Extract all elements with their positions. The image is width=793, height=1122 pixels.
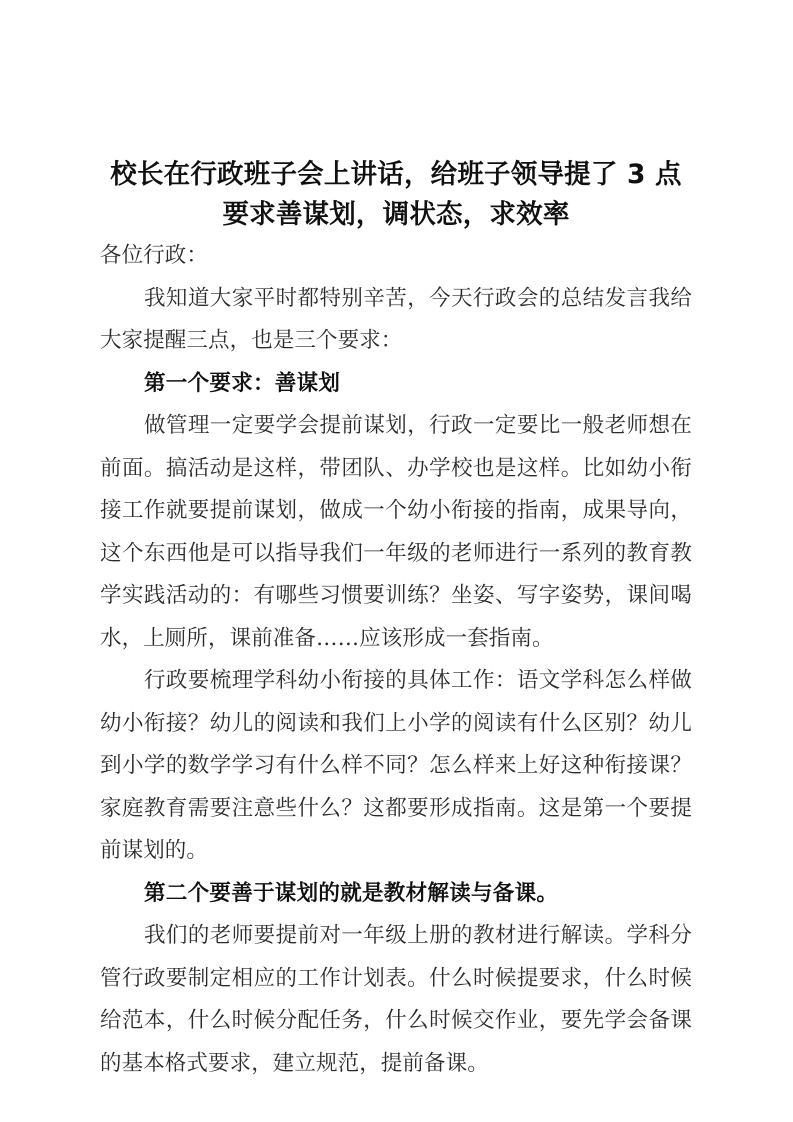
page-title: 校长在行政班子会上讲话，给班子领导提了 3 点要求善谋划，调状态，求效率 [110,159,682,230]
heading-requirement-2: 第二个要善于谋划的就是教材解读与备课。 [144,880,559,906]
paragraph-intro: 我知道大家平时都特别辛苦，今天行政会的总结发言我给大家提醒三点，也是三个要求： [100,285,692,353]
document-body [100,0,692,1085]
salutation: 各位行政： [100,243,209,268]
paragraph-requirement-2-body-1: 我们的老师要提前对一年级上册的教材进行解读。学科分管行政要制定相应的工作计划表。什么时候提要求，什么时候给范本，什么时候分配任务，什么时候交作业，要先学会备课的基本格式要求，建立规范，提前备课。 [100,923,692,1076]
heading-requirement-1: 第一个要求：善谋划 [144,370,341,396]
paragraph-requirement-1-body-2: 行政要梳理学科幼小衔接的具体工作：语文学科怎么样做幼小衔接？幼儿的阅读和我们上小学的阅读有什么区别？幼儿到小学的数学学习有什么样不同？怎么样来上好这种衔接课？家庭教育需要注意些什么？这都要形成指南。这是第一个要提前谋划的。 [100,668,692,863]
paragraph-requirement-1-body-1: 做管理一定要学会提前谋划，行政一定要比一般老师想在前面。搞活动是这样，带团队、办学校也是这样。比如幼小衔接工作就要提前谋划，做成一个幼小衔接的指南，成果导向，这个东西他是可以指导我们一年级的老师进行一系列的教育教学实践活动的：有哪些习惯要训练？坐姿、写字姿势，课间喝水，上厕所，课前准备……应该形成一套指南。 [100,413,692,651]
